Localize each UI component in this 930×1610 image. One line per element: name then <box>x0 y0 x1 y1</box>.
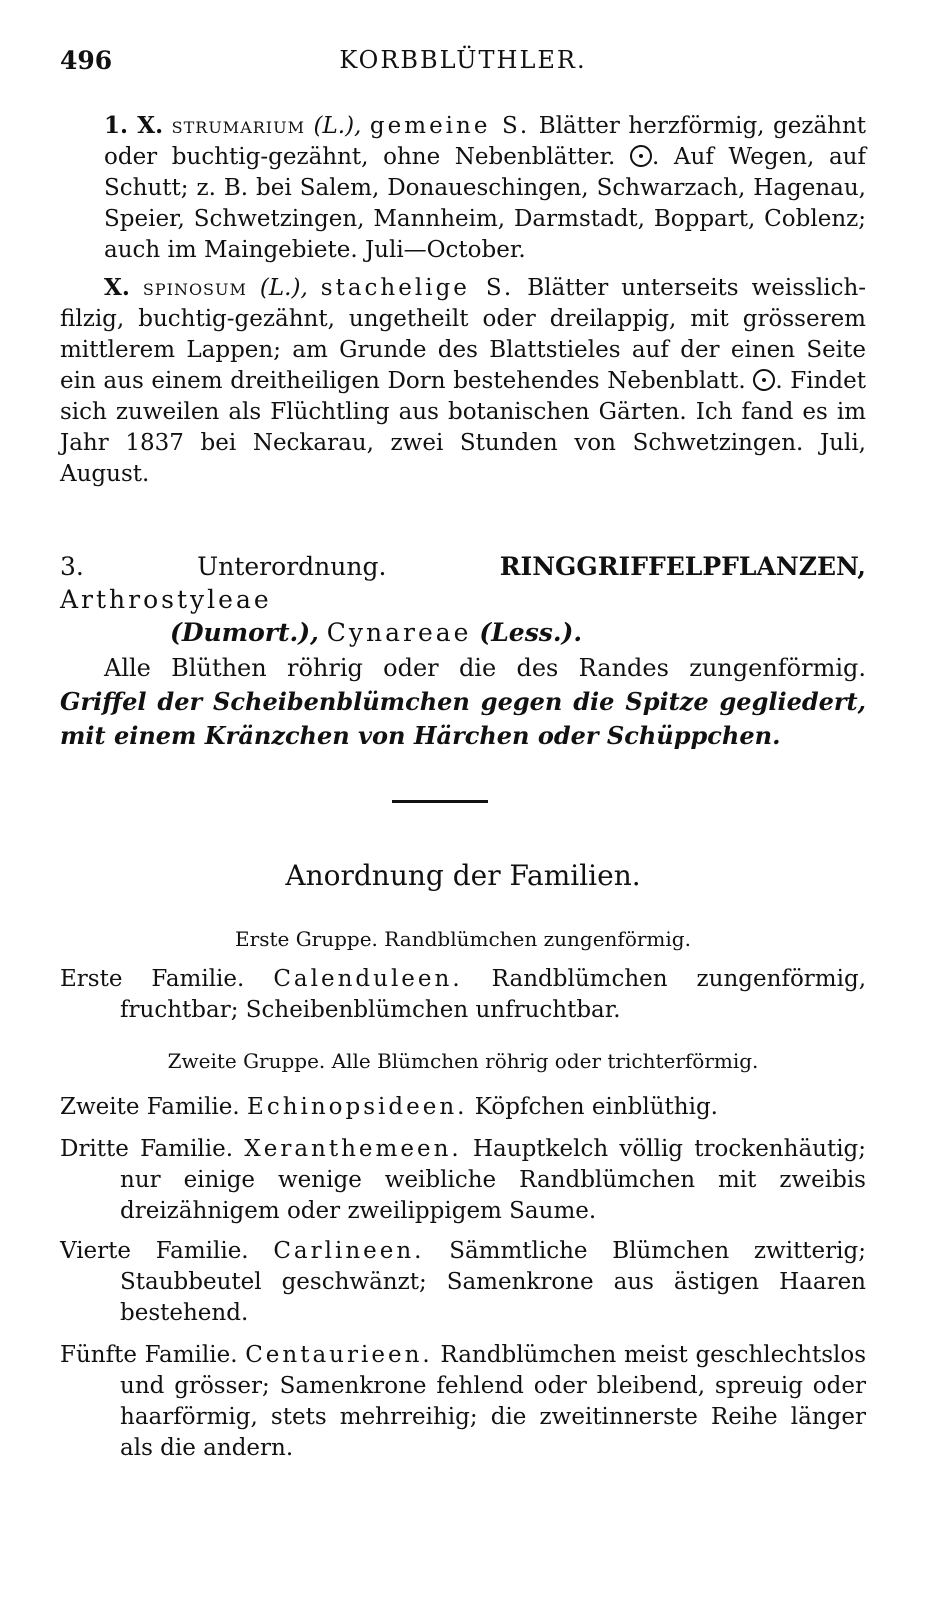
suborder-author-1: (Dumort.), <box>170 618 319 647</box>
species-common-name: gemeine S. <box>369 113 531 139</box>
species-habitat: . Auf Wegen, auf Schutt; z. B. bei Salem, Donaueschingen, Schwarzach, Hagenau, Speier, Schwetzingen, Mannheim, Darmstadt, Boppart, Coblenz; auch im Maingebiete. Juli—October. <box>104 144 866 263</box>
group-heading-2: Zweite Gruppe. Alle Blümchen röhrig oder trichterförmig. <box>167 1049 759 1073</box>
family-entry-5 <box>60 1340 866 1464</box>
family-label: Vierte Familie. <box>60 1238 249 1264</box>
species-common-name: stachelige S. <box>320 275 515 301</box>
family-label: Fünfte Familie. <box>60 1342 238 1368</box>
suborder-description <box>60 652 866 753</box>
species-authority: (L.), <box>259 275 308 301</box>
species-authority: (L.), <box>313 113 362 139</box>
species-name: spinosum <box>142 275 247 301</box>
arrangement-heading: Anordnung der Familien. <box>285 859 641 892</box>
suborder-heading <box>60 550 866 649</box>
family-name: Calenduleen. <box>273 966 463 992</box>
species-number: 1. X. <box>104 112 164 139</box>
species-description: Blätter unterseits weisslich-filzig, buchtig-gezähnt, ungetheilt oder dreilappig, mit grösserem mittlerem Lappen; am Grunde des Blattstieles auf der einen Seite ein aus einem dreitheiligen Dorn bestehendes Nebenblatt. <box>60 275 867 394</box>
page-header <box>60 46 866 80</box>
species-description: Blätter herzförmig, gezähnt oder buchtig-gezähnt, ohne Nebenblätter. <box>104 113 867 170</box>
annual-plant-icon <box>630 145 652 167</box>
family-name: Centaurieen. <box>245 1342 433 1368</box>
family-name: Carlineen. <box>273 1238 425 1264</box>
family-description: Köpfchen einblüthig. <box>474 1094 718 1120</box>
family-entry-4 <box>60 1236 866 1329</box>
species-entry-spinosum <box>60 272 866 490</box>
species-name: strumarium <box>171 113 305 139</box>
suborder-title: RINGGRIFFELPFLANZEN, <box>499 552 866 581</box>
family-entry-3 <box>60 1134 866 1227</box>
group-heading-1: Erste Gruppe. Randblümchen zungenförmig. <box>235 927 691 951</box>
family-name: Xeranthemeen. <box>244 1136 462 1162</box>
annual-plant-icon <box>753 369 775 391</box>
page-number: 496 <box>60 46 113 75</box>
family-label: Erste Familie. <box>60 966 245 992</box>
family-description: Randblümchen meist geschlechtslos und grösser; Samenkrone fehlend oder bleibend, spreuig oder haarförmig, stets mehrreihig; die zweitinnerste Reihe länger als die andern. <box>120 1342 866 1461</box>
family-label: Dritte Familie. <box>60 1136 234 1162</box>
suborder-synonym-2: Cynareae <box>326 618 472 647</box>
suborder-synonym-1: Arthrostyleae <box>60 585 272 614</box>
family-entry-2 <box>60 1092 866 1123</box>
family-description: Randblümchen zungenförmig, fruchtbar; Scheibenblümchen unfruchtbar. <box>120 966 866 1023</box>
family-description: Hauptkelch völlig trockenhäutig; nur einige wenige weibliche Randblümchen mit zweibis dreizähnigem oder zweilippigem Saume. <box>120 1136 867 1224</box>
suborder-description-italic: Griffel der Scheibenblümchen gegen die Spitze gegliedert, mit einem Kränzchen von Härchen oder Schüppchen. <box>60 687 866 750</box>
suborder-description-text: Alle Blüthen röhrig oder die des Randes zungenförmig. <box>104 654 866 682</box>
running-title: KORBBLÜTHLER. <box>339 46 587 74</box>
family-name: Echinopsideen. <box>247 1094 468 1120</box>
family-description: Sämmtliche Blümchen zwitterig; Staubbeutel geschwänzt; Samenkrone aus ästigen Haaren bestehend. <box>120 1238 866 1326</box>
family-label: Zweite Familie. <box>60 1094 240 1120</box>
section-divider <box>392 800 488 803</box>
species-entry-strumarium <box>60 110 866 266</box>
species-habitat: . Findet sich zuweilen als Flüchtling aus botanischen Gärten. Ich fand es im Jahr 1837 bei Neckarau, zwei Stunden von Schwetzingen. Juli, August. <box>60 368 867 487</box>
suborder-author-2: (Less.). <box>479 618 583 647</box>
species-number: X. <box>104 274 130 301</box>
suborder-number: 3. Unterordnung. <box>60 552 387 581</box>
family-entry-1 <box>60 964 866 1026</box>
